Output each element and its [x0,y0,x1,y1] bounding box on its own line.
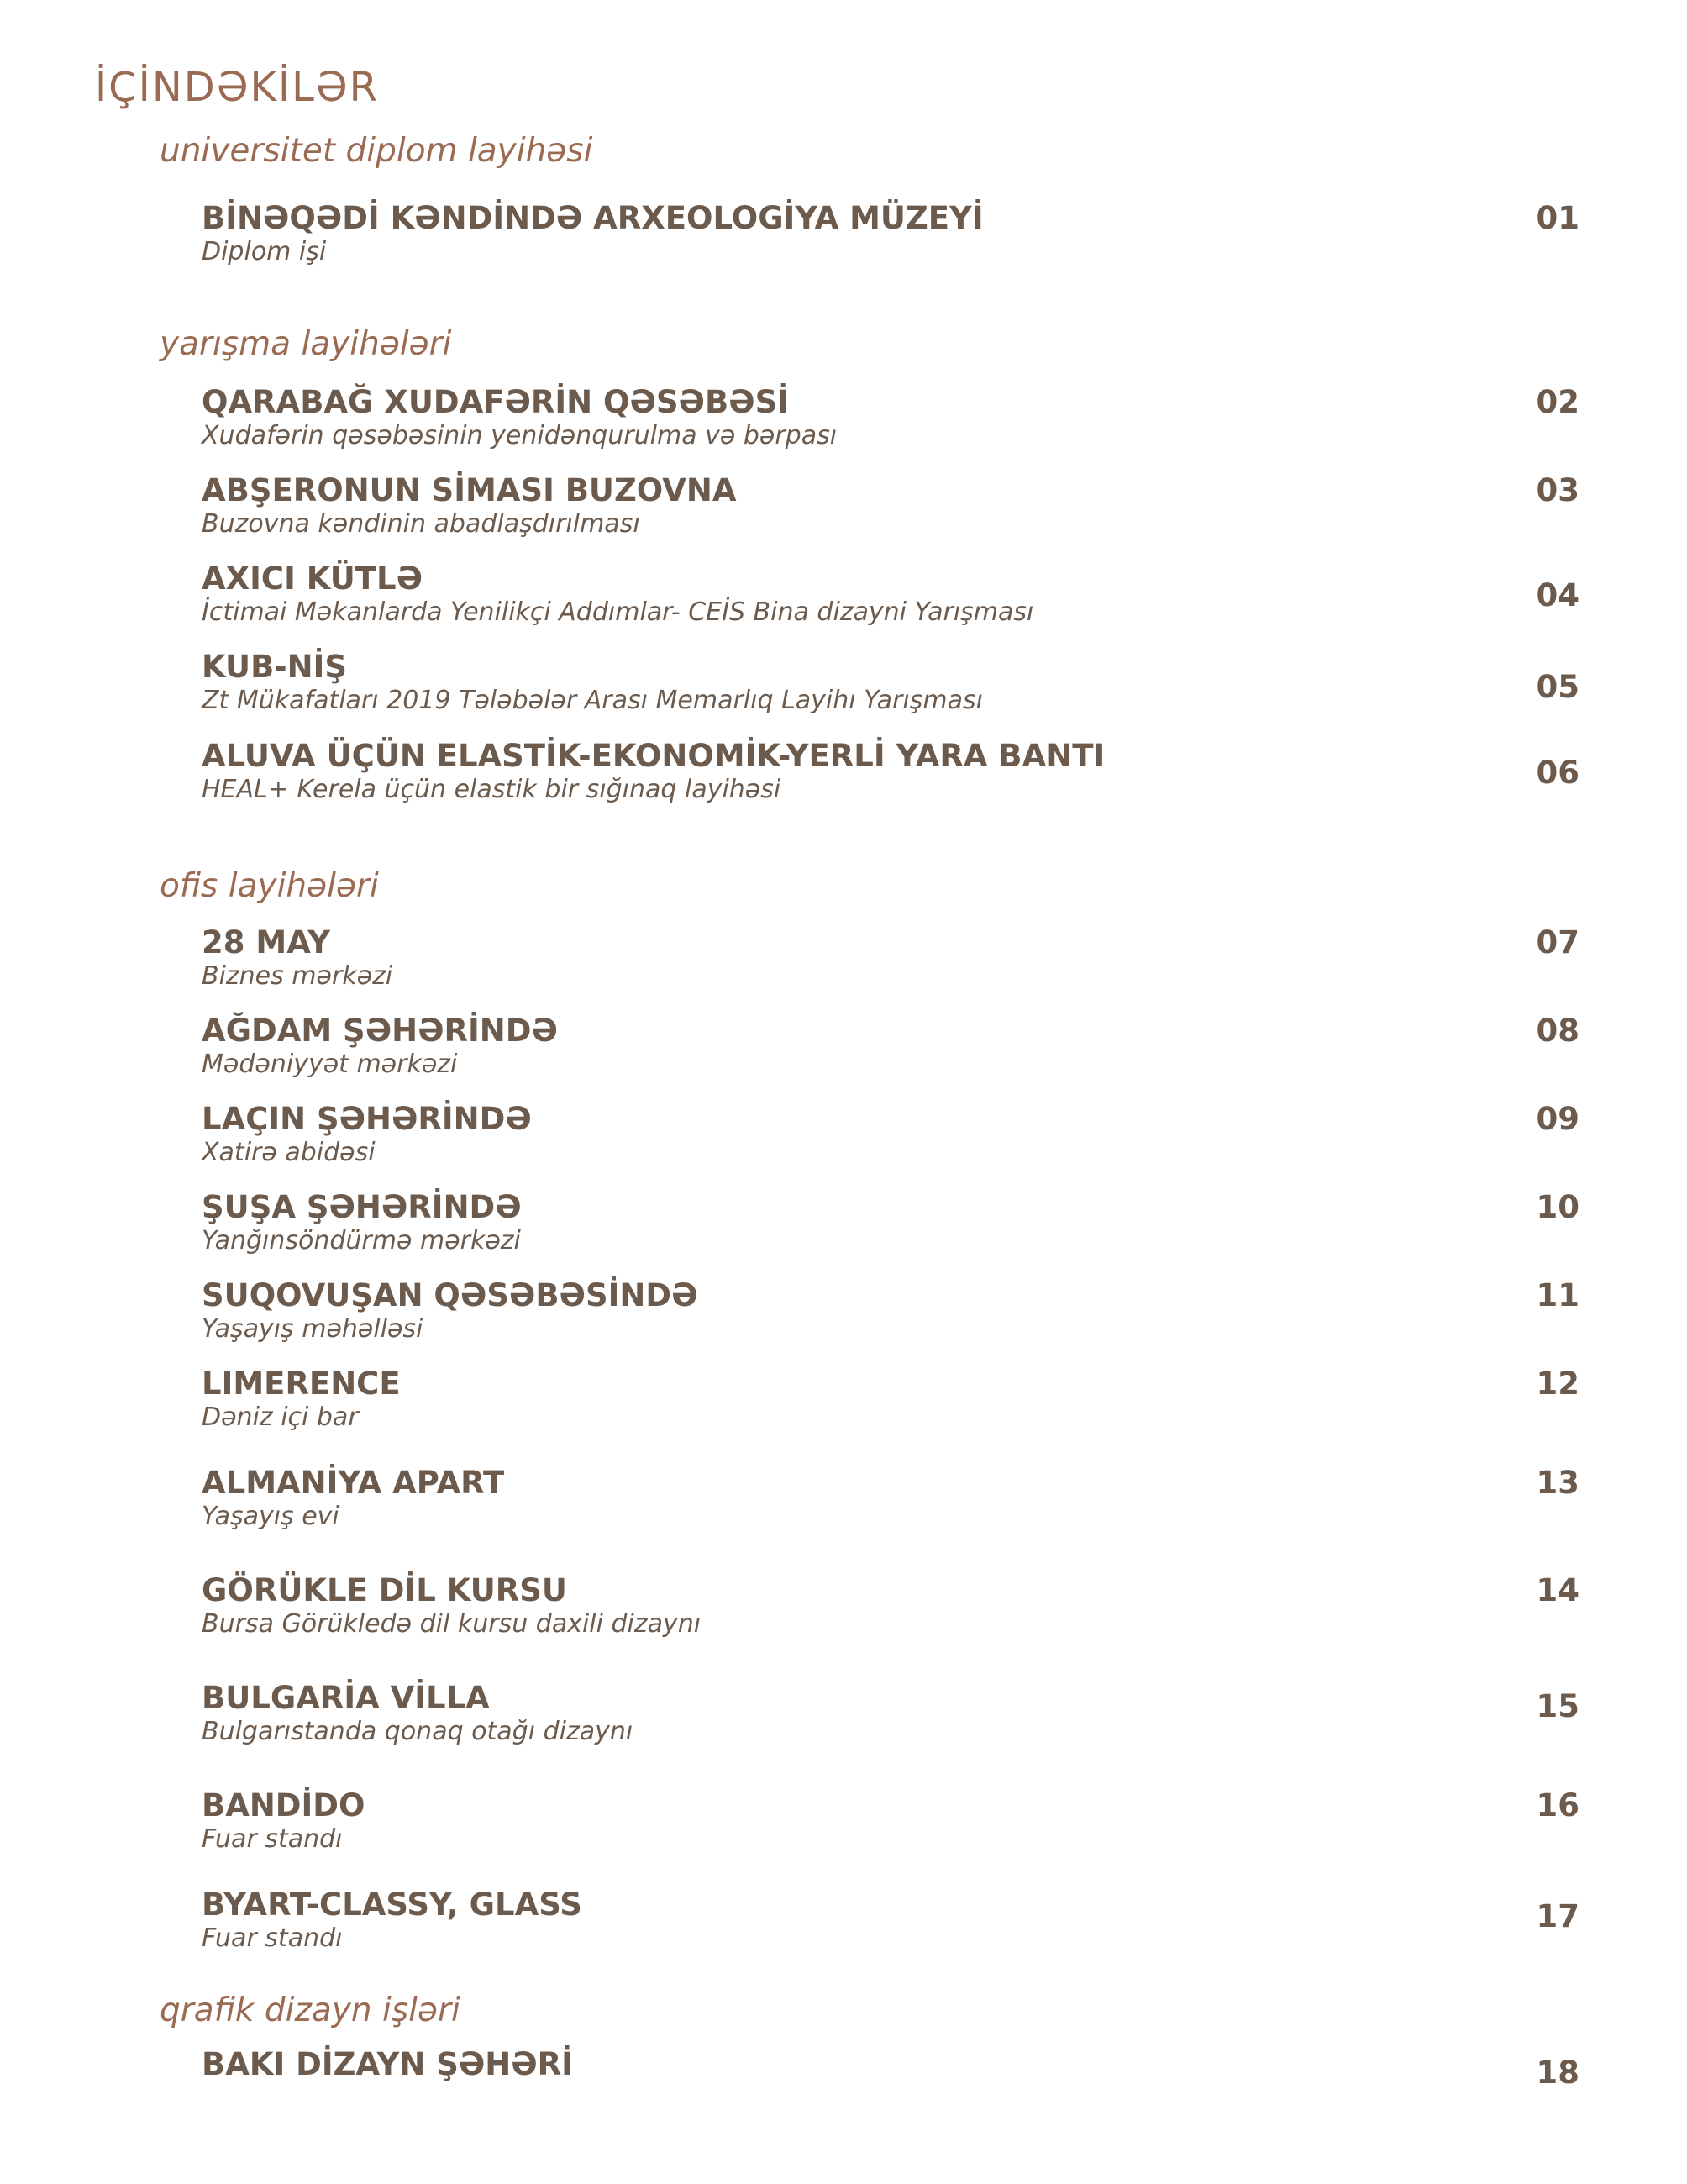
entry-title: ŞUŞA ŞƏHƏRİNDƏ [202,1189,522,1225]
page-title: İÇİNDƏKİLƏR [95,64,379,111]
entry-subtitle: Mədəniyyət mərkəzi [202,1050,458,1079]
entry-title: AXICI KÜTLƏ [202,560,423,597]
entry-page-number: 02 [1536,384,1579,420]
entry-title: LAÇIN ŞƏHƏRİNDƏ [202,1101,532,1137]
entry-page-number: 09 [1536,1101,1579,1137]
section-heading-competitions: yarışma layihələri [160,325,452,363]
entry-page-number: 17 [1536,1898,1579,1934]
toc-entry[interactable] [202,1101,1579,1168]
toc-entry[interactable] [202,1013,1579,1080]
section-heading-diploma: universitet diplom layihəsi [160,132,593,170]
toc-entry[interactable] [202,924,1579,992]
toc-entry[interactable] [202,1572,1579,1639]
entry-page-number: 13 [1536,1465,1579,1501]
toc-entry[interactable] [202,2046,1579,2091]
entry-page-number: 11 [1536,1277,1579,1313]
entry-subtitle: Yaşayış məhəlləsi [202,1314,423,1344]
entry-subtitle: HEAL+ Kerela üçün elastik bir sığınaq layihəsi [202,775,781,804]
entry-page-number: 15 [1536,1688,1579,1724]
entry-title: BANDİDO [202,1787,365,1824]
entry-title: BULGARİA VİLLA [202,1680,490,1716]
section-heading-graphic-design: qrafik dizayn işləri [160,1992,460,2029]
entry-title: SUQOVUŞAN QƏSƏBƏSİNDƏ [202,1277,698,1313]
toc-entry[interactable] [202,1887,1579,1954]
entry-page-number: 16 [1536,1787,1579,1824]
toc-entry[interactable] [202,384,1579,451]
entry-subtitle: Zt Mükafatları 2019 Tələbələr Arası Memarlıq Layihı Yarışması [202,686,983,715]
entry-page-number: 12 [1536,1366,1579,1402]
entry-title: ALUVA ÜÇÜN ELASTİK-EKONOMİK-YERLİ YARA BANTI [202,738,1106,774]
entry-subtitle: Yanğınsöndürmə mərkəzi [202,1226,521,1255]
entry-page-number: 08 [1536,1013,1579,1049]
entry-page-number: 14 [1536,1572,1579,1608]
toc-entry[interactable] [202,1366,1579,1433]
toc-entry[interactable] [202,1277,1579,1345]
entry-subtitle: Xatirə abidəsi [202,1138,376,1167]
entry-subtitle: İctimai Məkanlarda Yenilikçi Addımlar- CEİS Bina dizayni Yarışması [202,597,1034,627]
entry-title: KUB-NİŞ [202,649,348,685]
entry-subtitle: Bulgarıstanda qonaq otağı dizaynı [202,1717,633,1746]
entry-page-number: 01 [1536,200,1579,236]
entry-page-number: 04 [1536,577,1579,613]
entry-title: BAKI DİZAYN ŞƏHƏRİ [202,2046,573,2082]
toc-entry[interactable] [202,1680,1579,1747]
toc-entry[interactable] [202,200,1579,267]
entry-title: GÖRÜKLE DİL KURSU [202,1572,567,1608]
entry-title: ALMANİYA APART [202,1465,505,1501]
entry-subtitle: Xudafərin qəsəbəsinin yenidənqurulma və bərpası [202,421,838,450]
entry-page-number: 07 [1536,924,1579,960]
entry-subtitle: Yaşayış evi [202,1502,339,1531]
toc-entry[interactable] [202,1787,1579,1855]
toc-entry[interactable] [202,560,1579,628]
toc-entry[interactable] [202,1465,1579,1532]
entry-subtitle: Fuar standı [202,1923,343,1953]
toc-entry[interactable] [202,1189,1579,1256]
entry-subtitle: Buzovna kəndinin abadlaşdırılması [202,509,640,539]
entry-title: QARABAĞ XUDAFƏRİN QƏSƏBƏSİ [202,384,789,420]
entry-subtitle: Dəniz içi bar [202,1402,359,1432]
toc-entry[interactable] [202,472,1579,539]
entry-title: AĞDAM ŞƏHƏRİNDƏ [202,1013,558,1049]
toc-entry[interactable] [202,649,1579,716]
entry-subtitle: Bursa Görükledə dil kursu daxili dizaynı [202,1609,702,1639]
entry-subtitle: Fuar standı [202,1824,343,1854]
entry-page-number: 06 [1536,755,1579,791]
entry-page-number: 05 [1536,669,1579,705]
entry-title: BYART-CLASSY, GLASS [202,1887,582,1923]
section-heading-office: ofis layihələri [160,867,379,905]
entry-subtitle: Diplom işi [202,237,327,266]
entry-title: LIMERENCE [202,1366,401,1402]
entry-title: ABŞERONUN SİMASI BUZOVNA [202,472,737,508]
toc-entry[interactable] [202,738,1579,805]
entry-page-number: 10 [1536,1189,1579,1225]
entry-page-number: 03 [1536,472,1579,508]
entry-title: BİNƏQƏDİ KƏNDİNDƏ ARXEOLOGİYA MÜZEYİ [202,200,984,236]
entry-subtitle: Biznes mərkəzi [202,961,393,991]
entry-page-number: 18 [1536,2055,1579,2091]
entry-title: 28 MAY [202,924,331,960]
